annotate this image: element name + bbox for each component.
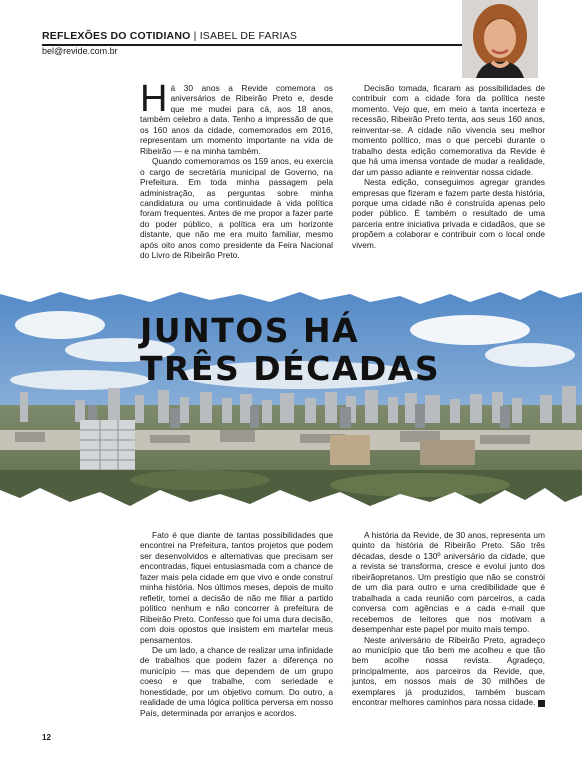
paragraph: Fato é que diante de tantas possibilidades que encontrei na Prefeitura, tantos projetos que podem ser desenvolvidos e alternativas que precisam ser encontradas, fiquei entusiasmada com a chance de fazer mais pela cidade em que vivo e onde construí minha história. Nos últimos meses, depois de muito refletir, tomei a decisão de não me filiar a partido político nenhum e não concorrer à prefeitura de Ribeirão Preto. Confesso que foi uma dura decisão, com dois opostos que insistem em martelar meus pensamentos.	[140, 530, 333, 645]
headline-line-2: TRÊS DÉCADAS	[140, 349, 441, 388]
paragraph	[140, 78, 333, 156]
header-separator: |	[193, 30, 197, 42]
paragraph: Decisão tomada, ficaram as possibilidades de contribuir com a cidade fora da política neste momento. Vejo que, em meio a tanta incerteza e recessão, Ribeirão Preto tenta, aos seus 160 anos, reinventar-se. A cidade não vivencia seu melhor momento político, mas o que percebi durante o trabalho desta edição comemorativa da Revide é que há uma imensa vontade de mudar a realidade, dar um passo adiante e reinventar nossa cidade.	[352, 83, 545, 177]
end-mark-icon	[538, 700, 545, 707]
article-headline	[140, 312, 440, 388]
headline-line-1: JUNTOS HÁ	[140, 311, 360, 350]
paragraph	[352, 635, 545, 708]
column-name: REFLEXÕES DO COTIDIANO	[42, 30, 191, 42]
paragraph: Quando comemoramos os 159 anos, eu exercia o cargo de secretária municipal de Governo, na Prefeitura. Em toda minha passagem pela administração, as perguntas sobre minha candidatura ou uma continuidade à vida política foram frequentes. Antes de me propor a fazer parte do poder público, a política era um horizonte distante, que não me era muito familiar, mesmo após oito anos como presidente da Feira Nacional do Livro de Ribeirão Preto.	[140, 156, 333, 261]
author-name: ISABEL DE FARIAS	[199, 30, 298, 42]
author-photo	[462, 0, 538, 78]
column-title	[42, 30, 462, 42]
article-column-2	[352, 83, 545, 250]
paragraph: De um lado, a chance de realizar uma infinidade de trabalhos que podem fazer a diferença no município — mas que dependem de um grupo coeso e que trabalhe, com seriedade e honestidade, por um objetivo comum. Do outro, a realidade de uma lógica política perversa em nosso País, determinada por arranjos e acordos.	[140, 644, 333, 718]
article-column-4	[352, 530, 545, 708]
paragraph: A história da Revide, de 30 anos, representa um quinto da história de Ribeirão Preto. São três décadas, desde o 130º aniversário da cidade, que a revista se transforma, cresce e evolui junto dos ribeirãopretanos. Um prestígio que não se constrói de um dia para outro e uma credibilidade que é trabalhada a cada reunião com parceiros, a cada conversa com agências e a cada e-mail que recebemos de leitores que nos motivam a desempenhar este papel por muito mais tempo.	[352, 530, 545, 635]
page-number: 12	[42, 733, 51, 742]
drop-cap: H	[140, 78, 168, 120]
author-email[interactable]: bel@revide.com.br	[42, 46, 118, 56]
paragraph-text: á 30 anos a Revide comemora os aniversários de Ribeirão Preto e, desde que me mudei para cá, aos 18 anos, também celebro a data. Tenho a impressão de que os 160 anos da cidade, comemorados em 2016, representam um momento importante na vida de Ribeirão — e na minha também.	[140, 83, 333, 156]
paragraph-text: Neste aniversário de Ribeirão Preto, agradeço ao município que tão bem me acolheu e que tão bem acolhe nossa revista. Agradeço, principalmente, aos parceiros da Revide, que, juntos, em nossos mais de 30 milhões de exemplares já produzidos, também buscam encontrar melhores caminhos para nossa cidade.	[352, 634, 545, 708]
column-header	[42, 30, 462, 42]
author-portrait	[462, 0, 538, 78]
article-column-3	[140, 530, 333, 718]
paragraph: Nesta edição, conseguimos agregar grandes empresas que fizeram e fazem parte desta história, porque uma cidade não é construída apenas pelo poder público. É também o resultado de uma parceria entre iniciativa privada e cidadãos, que se propõem a colaborar e contribuir com o local onde vivem.	[352, 177, 545, 250]
article-column-1	[140, 78, 333, 261]
